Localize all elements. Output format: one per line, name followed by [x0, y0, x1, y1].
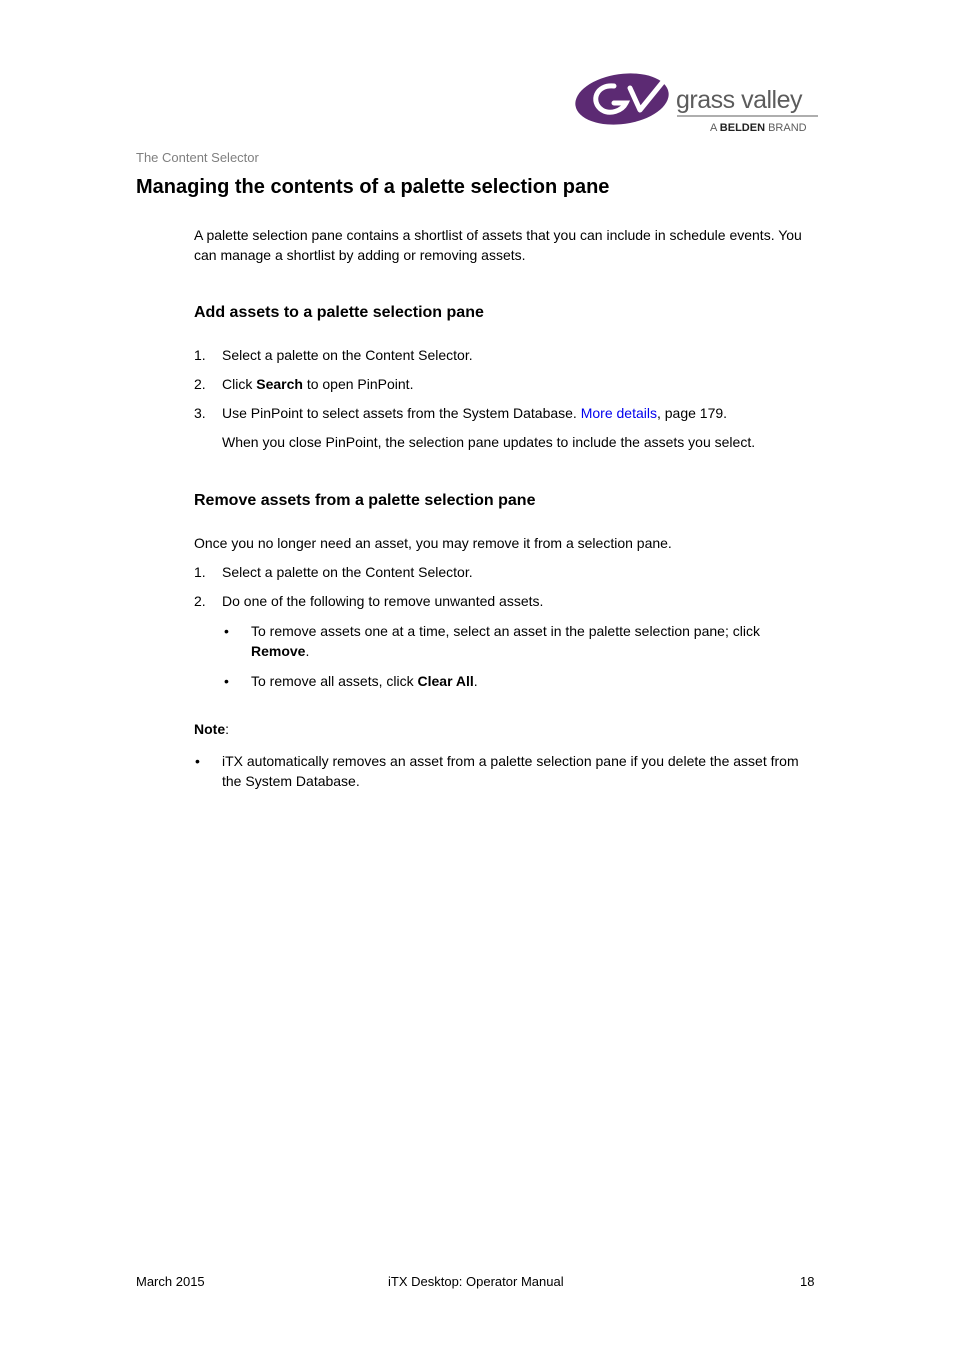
bullet-icon: •	[224, 623, 229, 639]
footer-date: March 2015	[136, 1274, 205, 1289]
step-number: 2.	[194, 376, 206, 392]
running-head: The Content Selector	[136, 150, 259, 165]
svg-text:A BELDEN BRAND: A BELDEN BRAND	[710, 122, 807, 134]
step-followup: When you close PinPoint, the selection pane updates to include the assets you select.	[222, 434, 756, 450]
brand-name: grass valley	[676, 86, 802, 114]
more-details-link[interactable]: More details	[580, 405, 657, 421]
bullet-item: To remove assets one at a time, select an asset in the palette selection pane; click Remove.	[251, 623, 760, 659]
step-text: Select a palette on the Content Selector.	[222, 347, 473, 363]
remove-lead: Once you no longer need an asset, you may remove it from a selection pane.	[194, 535, 672, 551]
page-number: 18	[800, 1274, 815, 1289]
section-heading-add: Add assets to a palette selection pane	[194, 304, 484, 321]
intro-paragraph: A palette selection pane contains a shortlist of assets that you can include in schedule events. You can manage a shortlist by adding or removing assets.	[194, 227, 802, 263]
step-number: 3.	[194, 405, 206, 421]
bullet-icon: •	[224, 673, 229, 689]
bullet-item: To remove all assets, click Clear All.	[251, 673, 478, 689]
page-title: Managing the contents of a palette selection pane	[136, 176, 610, 198]
grass-valley-logo	[574, 70, 824, 136]
note-label: Note:	[194, 721, 230, 737]
note-item: iTX automatically removes an asset from a palette selection pane if you delete the asset from the System Database.	[222, 753, 799, 789]
step-number: 1.	[194, 564, 206, 580]
bullet-icon: •	[195, 753, 200, 769]
step-text: Use PinPoint to select assets from the System Database. More details, page 179.	[222, 405, 728, 421]
search-label: Search	[256, 376, 303, 392]
section-heading-remove: Remove assets from a palette selection pane	[194, 492, 536, 509]
step-number: 2.	[194, 593, 206, 609]
footer-doc-title: iTX Desktop: Operator Manual	[388, 1274, 564, 1289]
step-number: 1.	[194, 347, 206, 363]
step-text: Click Search to open PinPoint.	[222, 376, 414, 392]
step-text: Select a palette on the Content Selector.	[222, 564, 473, 580]
step-text: Do one of the following to remove unwanted assets.	[222, 593, 544, 609]
